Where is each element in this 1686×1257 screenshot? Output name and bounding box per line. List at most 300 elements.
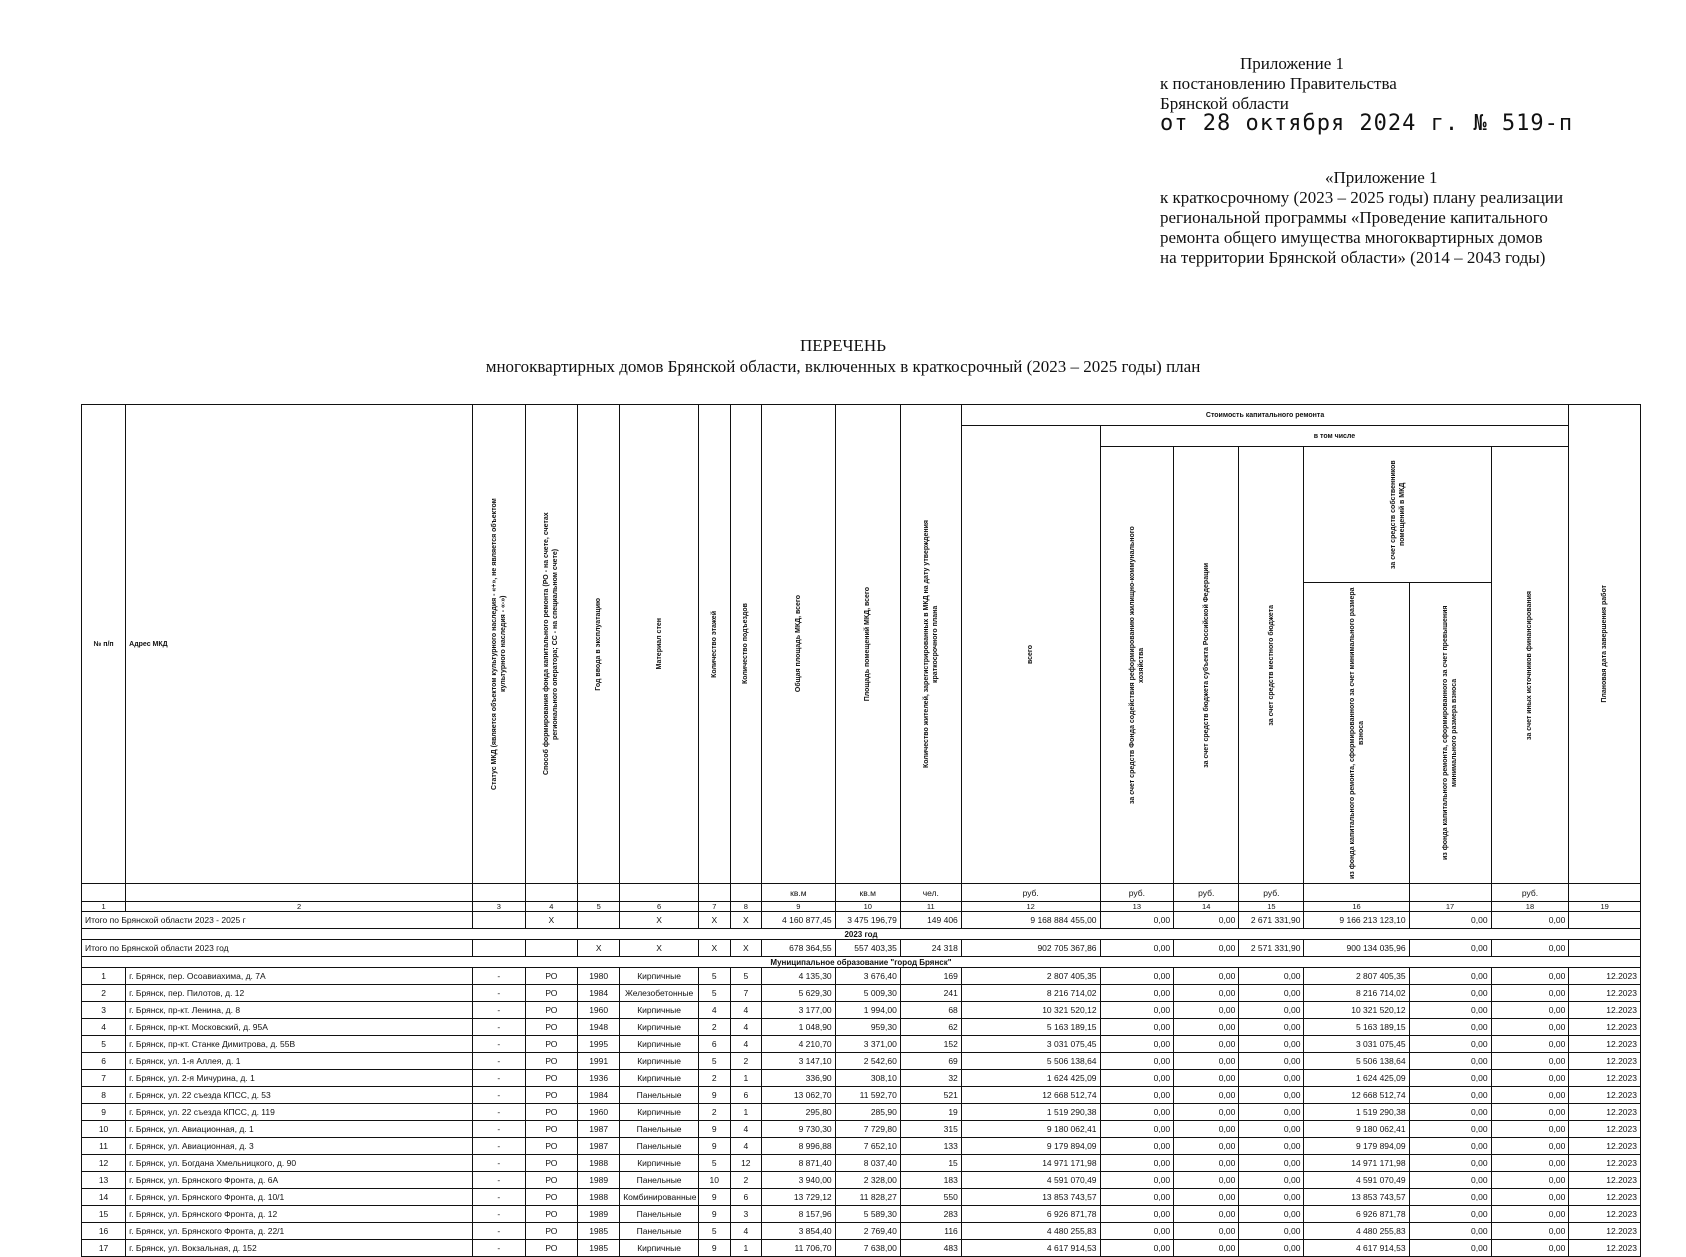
row-material: Кирпичные [620,1053,699,1070]
header-floors-text: Количество этажей [710,610,718,678]
row-premises-area: 308,10 [835,1070,900,1087]
row-material: Железобетонные [620,985,699,1002]
row-address: г. Брянск, ул. Авиационная, д. 1 [126,1121,473,1138]
row-year: 1989 [578,1172,620,1189]
row-fund: РО [525,1019,578,1036]
row-total-area: 4 135,30 [762,968,836,985]
row-entrances: 4 [730,1002,762,1019]
row-total-area: 3 147,10 [762,1053,836,1070]
appendix-block-2 [1160,168,1563,268]
col-number: 17 [1409,902,1491,912]
row-entrances: 5 [730,968,762,985]
row-number: 2 [82,985,126,1002]
row-total-cost: 14 971 171,98 [961,1155,1100,1172]
col-number: 1 [82,902,126,912]
total-subject-budget: 0,00 [1174,912,1239,929]
row-subject-budget: 0,00 [1174,1240,1239,1257]
row-residents: 183 [900,1172,961,1189]
row-premises-area: 7 729,80 [835,1121,900,1138]
row-number: 9 [82,1104,126,1121]
column-numbers-row [82,902,1641,912]
row-address: г. Брянск, ул. Брянского Фронта, д. 12 [126,1206,473,1223]
total-2023-subject-budget: 0,00 [1174,940,1239,957]
row-year: 1984 [578,1087,620,1104]
col-number: 8 [730,902,762,912]
row-material: Кирпичные [620,1002,699,1019]
row-fund-reform: 0,00 [1100,1002,1174,1019]
row-status: - [473,1138,526,1155]
row-residents: 62 [900,1019,961,1036]
header-total-text: всего [1027,644,1035,664]
header-year [578,405,620,884]
row-year: 1960 [578,1104,620,1121]
col-number: 13 [1100,902,1174,912]
unit-area: кв.м [762,884,836,902]
total-2023-label: Итого по Брянской области 2023 год [82,940,473,957]
row-material: Панельные [620,1172,699,1189]
row-material: Кирпичные [620,1240,699,1257]
header-owners-group-text: за счет средств собственников помещений в МКД [1389,460,1406,569]
row-premises-area: 2 769,40 [835,1223,900,1240]
header-material-text: Материал стен [655,618,663,670]
header-local-budget-text: за счет средств местного бюджета [1267,604,1275,726]
row-owners-min: 14 971 171,98 [1304,1155,1409,1172]
row-owners-over: 0,00 [1409,1070,1491,1087]
table-row [82,1138,1641,1155]
total-owners-min: 9 166 213 123,10 [1304,912,1409,929]
row-number: 16 [82,1223,126,1240]
row-fund-reform: 0,00 [1100,1121,1174,1138]
row-total-cost: 1 519 290,38 [961,1104,1100,1121]
row-other: 0,00 [1491,1104,1569,1121]
row-owners-min: 2 807 405,35 [1304,968,1409,985]
row-material: Комбинированные [620,1189,699,1206]
total-material: X [620,912,699,929]
row-premises-area: 11 828,27 [835,1189,900,1206]
row-entrances: 1 [730,1240,762,1257]
row-residents: 241 [900,985,961,1002]
row-premises-area: 959,30 [835,1019,900,1036]
row-fund: РО [525,1189,578,1206]
row-entrances: 4 [730,1223,762,1240]
row-residents: 283 [900,1206,961,1223]
total-local-budget: 2 671 331,90 [1239,912,1304,929]
col-number: 19 [1569,902,1641,912]
row-other: 0,00 [1491,1070,1569,1087]
row-address: г. Брянск, ул. Авиационная, д. 3 [126,1138,473,1155]
total-2023-floors: X [699,940,731,957]
row-floors: 5 [699,1223,731,1240]
row-year: 1987 [578,1121,620,1138]
row-year: 1988 [578,1189,620,1206]
row-deadline: 12.2023 [1569,1206,1641,1223]
row-premises-area: 2 542,60 [835,1053,900,1070]
header-address: Адрес МКД [126,405,473,884]
row-fund: РО [525,1087,578,1104]
row-fund: РО [525,1002,578,1019]
row-owners-min: 9 179 894,09 [1304,1138,1409,1155]
row-premises-area: 1 994,00 [835,1002,900,1019]
row-total-area: 8 996,88 [762,1138,836,1155]
row-local-budget: 0,00 [1239,1138,1304,1155]
row-subject-budget: 0,00 [1174,968,1239,985]
document-title: ПЕРЕЧЕНЬ [800,336,886,355]
row-total-cost: 6 926 871,78 [961,1206,1100,1223]
row-other: 0,00 [1491,1172,1569,1189]
row-owners-over: 0,00 [1409,1121,1491,1138]
row-local-budget: 0,00 [1239,1172,1304,1189]
row-residents: 521 [900,1087,961,1104]
row-owners-over: 0,00 [1409,968,1491,985]
row-total-area: 336,90 [762,1070,836,1087]
row-floors: 10 [699,1172,731,1189]
row-owners-min: 5 163 189,15 [1304,1019,1409,1036]
total-2023-fund-reform: 0,00 [1100,940,1174,957]
row-year: 1980 [578,968,620,985]
row-residents: 483 [900,1240,961,1257]
row-status: - [473,985,526,1002]
row-total-cost: 5 163 189,15 [961,1019,1100,1036]
total-residents: 149 406 [900,912,961,929]
row-local-budget: 0,00 [1239,1121,1304,1138]
row-floors: 9 [699,1087,731,1104]
row-owners-min: 8 216 714,02 [1304,985,1409,1002]
row-floors: 4 [699,1002,731,1019]
col-number: 16 [1304,902,1409,912]
header-fund-reform [1100,447,1174,884]
col-number: 9 [762,902,836,912]
row-status: - [473,1087,526,1104]
row-premises-area: 3 371,00 [835,1036,900,1053]
row-fund-reform: 0,00 [1100,1087,1174,1104]
row-fund-reform: 0,00 [1100,1104,1174,1121]
total-2023-fund: X [578,940,620,957]
row-subject-budget: 0,00 [1174,1223,1239,1240]
table-row [82,1155,1641,1172]
header-year-text: Год ввода в эксплуатацию [595,597,603,691]
row-total-cost: 5 506 138,64 [961,1053,1100,1070]
row-owners-over: 0,00 [1409,1019,1491,1036]
total-2023-material: X [620,940,699,957]
row-status: - [473,1104,526,1121]
row-total-cost: 9 180 062,41 [961,1121,1100,1138]
row-deadline: 12.2023 [1569,985,1641,1002]
table-row [82,1070,1641,1087]
row-status: - [473,1206,526,1223]
row-number: 13 [82,1172,126,1189]
row-other: 0,00 [1491,1019,1569,1036]
total-cost: 9 168 884 455,00 [961,912,1100,929]
row-fund-reform: 0,00 [1100,1189,1174,1206]
row-material: Кирпичные [620,1036,699,1053]
header-other-text: за счет иных источников финансирования [1526,590,1534,740]
row-total-area: 3 940,00 [762,1172,836,1189]
header-premises-area [835,405,900,884]
row-subject-budget: 0,00 [1174,1121,1239,1138]
row-residents: 68 [900,1002,961,1019]
total-entrances: X [730,912,762,929]
header-status-text: Статус МКД (является объектом культурного наследия - «+», не является объектом культурного наследия - «-») [490,498,507,790]
row-local-budget: 0,00 [1239,1070,1304,1087]
row-other: 0,00 [1491,1138,1569,1155]
row-fund: РО [525,985,578,1002]
row-deadline: 12.2023 [1569,1223,1641,1240]
row-address: г. Брянск, ул. Брянского Фронта, д. 10/1 [126,1189,473,1206]
row-local-budget: 0,00 [1239,985,1304,1002]
col-number: 14 [1174,902,1239,912]
row-total-area: 295,80 [762,1104,836,1121]
row-total-cost: 4 617 914,53 [961,1240,1100,1257]
row-owners-over: 0,00 [1409,1172,1491,1189]
row-year: 1989 [578,1206,620,1223]
row-entrances: 2 [730,1053,762,1070]
header-total-area-text: Общая площадь МКД, всего [794,595,802,693]
row-other: 0,00 [1491,985,1569,1002]
row-number: 7 [82,1070,126,1087]
row-fund: РО [525,1206,578,1223]
row-residents: 169 [900,968,961,985]
row-premises-area: 2 328,00 [835,1172,900,1189]
total-2023-residents: 24 318 [900,940,961,957]
total-other: 0,00 [1491,912,1569,929]
row-owners-over: 0,00 [1409,1206,1491,1223]
row-number: 11 [82,1138,126,1155]
row-fund-reform: 0,00 [1100,968,1174,985]
row-other: 0,00 [1491,1002,1569,1019]
row-total-area: 4 210,70 [762,1036,836,1053]
row-other: 0,00 [1491,1036,1569,1053]
row-deadline: 12.2023 [1569,1240,1641,1257]
row-number: 15 [82,1206,126,1223]
unit-rub: руб. [1239,884,1304,902]
header-other [1491,447,1569,884]
row-number: 4 [82,1019,126,1036]
row-material: Кирпичные [620,1104,699,1121]
appendix2-line: региональной программы «Проведение капитального [1160,208,1548,227]
row-owners-over: 0,00 [1409,1104,1491,1121]
col-number: 12 [961,902,1100,912]
total-2023-other: 0,00 [1491,940,1569,957]
header-including: в том числе [1100,426,1569,447]
row-address: г. Брянск, ул. Богдана Хмельницкого, д. 90 [126,1155,473,1172]
header-fund [525,405,578,884]
row-premises-area: 11 592,70 [835,1087,900,1104]
table-row [82,1223,1641,1240]
row-deadline: 12.2023 [1569,1053,1641,1070]
row-local-budget: 0,00 [1239,1087,1304,1104]
row-subject-budget: 0,00 [1174,1138,1239,1155]
appendix-line: Брянской области [1160,94,1289,113]
row-fund-reform: 0,00 [1100,1172,1174,1189]
row-premises-area: 5 009,30 [835,985,900,1002]
row-year: 1988 [578,1155,620,1172]
row-year: 1960 [578,1002,620,1019]
unit-area: кв.м [835,884,900,902]
row-residents: 15 [900,1155,961,1172]
row-premises-area: 7 638,00 [835,1240,900,1257]
row-year: 1948 [578,1019,620,1036]
row-deadline: 12.2023 [1569,1189,1641,1206]
row-fund-reform: 0,00 [1100,1138,1174,1155]
row-address: г. Брянск, ул. Брянского Фронта, д. 6А [126,1172,473,1189]
header-status [473,405,526,884]
row-fund-reform: 0,00 [1100,1036,1174,1053]
row-total-area: 8 871,40 [762,1155,836,1172]
header-subject-budget-text: за счет средств бюджета субъекта Российской Федерации [1202,562,1210,768]
row-address: г. Брянск, пр-кт. Ленина, д. 8 [126,1002,473,1019]
appendix2-line: к краткосрочному (2023 – 2025 годы) плану реализации [1160,188,1564,207]
row-local-budget: 0,00 [1239,1002,1304,1019]
row-subject-budget: 0,00 [1174,1155,1239,1172]
header-deadline-text: Плановая дата завершения работ [1601,585,1609,703]
row-total-cost: 10 321 520,12 [961,1002,1100,1019]
row-fund: РО [525,1036,578,1053]
header-residents-text: Количество жителей, зарегистрированных в МКД на дату утверждения краткосрочного плана [922,520,939,769]
appendix-title: Приложение 1 [1240,54,1344,73]
row-total-cost: 8 216 714,02 [961,985,1100,1002]
row-local-budget: 0,00 [1239,1189,1304,1206]
row-status: - [473,1172,526,1189]
row-total-area: 8 157,96 [762,1206,836,1223]
total-2023-entrances: X [730,940,762,957]
row-fund-reform: 0,00 [1100,1155,1174,1172]
row-local-budget: 0,00 [1239,1155,1304,1172]
unit-people: чел. [900,884,961,902]
row-premises-area: 7 652,10 [835,1138,900,1155]
header-owners-group [1304,447,1491,583]
row-year: 1995 [578,1036,620,1053]
row-total-area: 3 177,00 [762,1002,836,1019]
table-row [82,1104,1641,1121]
row-residents: 133 [900,1138,961,1155]
row-total-area: 9 730,30 [762,1121,836,1138]
row-entrances: 2 [730,1172,762,1189]
row-status: - [473,1189,526,1206]
row-owners-over: 0,00 [1409,1155,1491,1172]
row-deadline: 12.2023 [1569,1121,1641,1138]
row-floors: 9 [699,1121,731,1138]
row-number: 5 [82,1036,126,1053]
row-fund: РО [525,1070,578,1087]
row-owners-over: 0,00 [1409,985,1491,1002]
row-other: 0,00 [1491,1155,1569,1172]
total-2023-owners-min: 900 134 035,96 [1304,940,1409,957]
row-other: 0,00 [1491,1240,1569,1257]
table-row [82,1002,1641,1019]
year-label: 2023 год [82,929,1641,940]
row-floors: 9 [699,1240,731,1257]
table-row [82,1019,1641,1036]
header-cost-group: Стоимость капитального ремонта [961,405,1569,426]
row-residents: 152 [900,1036,961,1053]
row-local-budget: 0,00 [1239,1036,1304,1053]
row-owners-min: 3 031 075,45 [1304,1036,1409,1053]
total-all-row [82,912,1641,929]
row-other: 0,00 [1491,1087,1569,1104]
house-rows [82,968,1641,1257]
row-subject-budget: 0,00 [1174,1019,1239,1036]
row-total-cost: 2 807 405,35 [961,968,1100,985]
header-floors [699,405,731,884]
row-other: 0,00 [1491,1121,1569,1138]
row-entrances: 1 [730,1070,762,1087]
total-all-label: Итого по Брянской области 2023 - 2025 г [82,912,473,929]
total-premises: 3 475 196,79 [835,912,900,929]
row-total-cost: 3 031 075,45 [961,1036,1100,1053]
row-owners-min: 5 506 138,64 [1304,1053,1409,1070]
row-subject-budget: 0,00 [1174,1002,1239,1019]
row-total-area: 13 062,70 [762,1087,836,1104]
row-residents: 19 [900,1104,961,1121]
row-other: 0,00 [1491,1053,1569,1070]
row-premises-area: 5 589,30 [835,1206,900,1223]
row-owners-over: 0,00 [1409,1036,1491,1053]
table-row [82,1172,1641,1189]
row-material: Кирпичные [620,1155,699,1172]
row-local-budget: 0,00 [1239,1223,1304,1240]
row-residents: 32 [900,1070,961,1087]
row-premises-area: 3 676,40 [835,968,900,985]
table-row [82,1189,1641,1206]
row-owners-min: 1 624 425,09 [1304,1070,1409,1087]
row-residents: 315 [900,1121,961,1138]
row-subject-budget: 0,00 [1174,1070,1239,1087]
row-local-budget: 0,00 [1239,1240,1304,1257]
row-subject-budget: 0,00 [1174,1189,1239,1206]
row-owners-over: 0,00 [1409,1189,1491,1206]
row-year: 1985 [578,1240,620,1257]
row-total-cost: 12 668 512,74 [961,1087,1100,1104]
total-area: 4 160 877,45 [762,912,836,929]
row-fund-reform: 0,00 [1100,985,1174,1002]
appendix2-line: ремонта общего имущества многоквартирных домов [1160,228,1543,247]
row-subject-budget: 0,00 [1174,1206,1239,1223]
row-year: 1984 [578,985,620,1002]
row-status: - [473,1121,526,1138]
row-material: Панельные [620,1138,699,1155]
row-floors: 9 [699,1189,731,1206]
row-subject-budget: 0,00 [1174,1036,1239,1053]
appendix2-line: на территории Брянской области» (2014 – 2043 годы) [1160,248,1546,267]
row-fund-reform: 0,00 [1100,1206,1174,1223]
row-entrances: 4 [730,1121,762,1138]
total-floors: X [699,912,731,929]
total-2023-premises: 557 403,35 [835,940,900,957]
row-entrances: 3 [730,1206,762,1223]
total-owners-over: 0,00 [1409,912,1491,929]
col-number: 4 [525,902,578,912]
header-subject-budget [1174,447,1239,884]
row-address: г. Брянск, ул. 1-я Аллея, д. 1 [126,1053,473,1070]
row-deadline: 12.2023 [1569,1036,1641,1053]
total-2023-cost: 902 705 367,86 [961,940,1100,957]
table-row [82,985,1641,1002]
total-2023-row [82,940,1641,957]
row-total-area: 5 629,30 [762,985,836,1002]
row-local-budget: 0,00 [1239,1019,1304,1036]
table-row [82,1206,1641,1223]
row-status: - [473,1223,526,1240]
row-address: г. Брянск, ул. Брянского Фронта, д. 22/1 [126,1223,473,1240]
col-number: 6 [620,902,699,912]
row-owners-min: 4 617 914,53 [1304,1240,1409,1257]
row-owners-min: 12 668 512,74 [1304,1087,1409,1104]
col-number: 5 [578,902,620,912]
row-subject-budget: 0,00 [1174,985,1239,1002]
row-fund-reform: 0,00 [1100,1053,1174,1070]
register-table [81,404,1641,1257]
header-residents [900,405,961,884]
